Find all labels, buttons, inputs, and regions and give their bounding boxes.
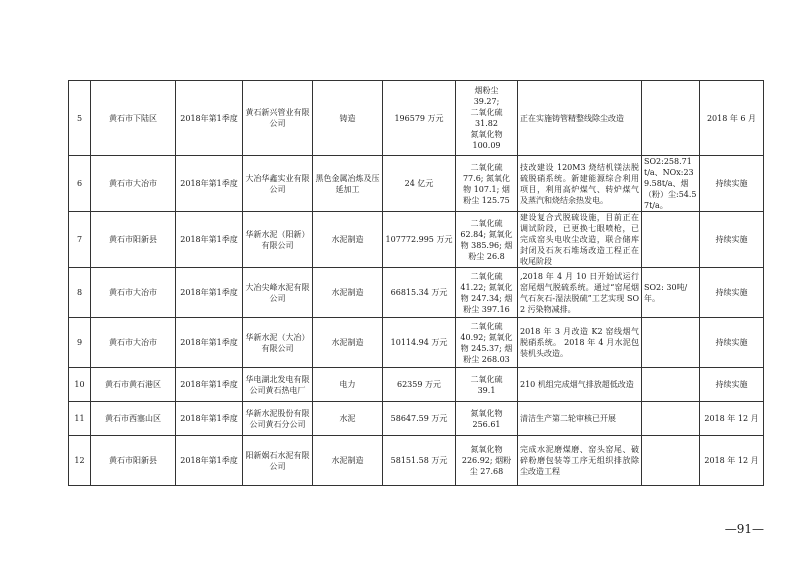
cell-investment: 58647.59 万元 bbox=[383, 402, 456, 436]
cell-region: 黄石市阳新县 bbox=[91, 212, 176, 268]
cell-industry: 水泥制造 bbox=[313, 212, 383, 268]
cell-emissions bbox=[456, 318, 518, 368]
emission-line: 二氧化硫 bbox=[470, 162, 503, 172]
page-number: —91— bbox=[724, 522, 764, 536]
emission-line: 62.84; 氮氧化 bbox=[460, 229, 513, 239]
cell-reduction bbox=[642, 368, 700, 402]
cell-deadline: 持续实施 bbox=[700, 318, 764, 368]
cell-investment: 107772.995 万元 bbox=[383, 212, 456, 268]
cell-investment: 66815.34 万元 bbox=[383, 268, 456, 318]
emission-line: 226.92; 烟粉 bbox=[461, 456, 512, 465]
cell-investment: 58151.58 万元 bbox=[383, 436, 456, 486]
emission-line: 物 107.1; 烟 bbox=[463, 184, 510, 194]
cell-region: 黄石市大冶市 bbox=[91, 156, 176, 212]
cell-deadline: 持续实施 bbox=[700, 268, 764, 318]
emission-line: 物 247.34; 烟 bbox=[460, 293, 513, 303]
cell-measures: 清洁生产第二轮审核已开展 bbox=[518, 402, 642, 436]
cell-number: 10 bbox=[69, 368, 91, 402]
cell-period: 2018年第1季度 bbox=[176, 212, 243, 268]
table-row bbox=[69, 318, 764, 368]
cell-emissions bbox=[456, 81, 518, 156]
emission-line: 物 245.37; 烟 bbox=[460, 343, 513, 353]
cell-emissions bbox=[456, 436, 518, 486]
cell-company: 华新水泥（大冶）有限公司 bbox=[243, 318, 313, 368]
cell-number: 7 bbox=[69, 212, 91, 268]
cell-deadline: 持续实施 bbox=[700, 212, 764, 268]
emission-line: 氮氧化物 bbox=[470, 445, 503, 454]
cell-emissions bbox=[456, 268, 518, 318]
emission-line: 二氧化硫 bbox=[470, 108, 503, 117]
cell-company: 华电湖北发电有限公司黄石热电厂 bbox=[243, 368, 313, 402]
emission-line: 41.22; 氮氧化 bbox=[460, 282, 513, 292]
cell-number: 9 bbox=[69, 318, 91, 368]
table-row bbox=[69, 268, 764, 318]
emission-line: 二氧化硫 bbox=[470, 271, 503, 281]
cell-measures: 完成水泥磨煤磨、窑头窑尾、破碎粉磨包装等工序无组织排放除尘改造工程 bbox=[518, 436, 642, 486]
emission-line: 粉尘 268.03 bbox=[463, 354, 510, 364]
table-row bbox=[69, 212, 764, 268]
cell-investment: 196579 万元 bbox=[383, 81, 456, 156]
emission-line: 40.92; 氮氧化 bbox=[460, 332, 513, 342]
emission-line: 39.27; bbox=[473, 97, 500, 106]
cell-deadline: 2018 年 12 月 bbox=[700, 402, 764, 436]
table-row bbox=[69, 156, 764, 212]
table-row bbox=[69, 402, 764, 436]
cell-industry: 水泥 bbox=[313, 402, 383, 436]
emission-line: 粉尘 397.16 bbox=[463, 304, 510, 314]
cell-reduction bbox=[642, 81, 700, 156]
emission-line: 39.1 bbox=[477, 385, 496, 395]
cell-industry: 水泥制造 bbox=[313, 436, 383, 486]
emission-line: 尘 27.68 bbox=[469, 467, 504, 476]
cell-reduction bbox=[642, 212, 700, 268]
enterprise-table bbox=[68, 80, 764, 486]
cell-period: 2018年第1季度 bbox=[176, 318, 243, 368]
cell-measures: 建设复合式脱硫设施，目前正在调试阶段，已更换七眼喷枪，已完成窑头电收尘改造，联合储库封闭及石灰石堆场改造工程正在收尾阶段 bbox=[518, 212, 642, 268]
table-row bbox=[69, 368, 764, 402]
cell-number: 8 bbox=[69, 268, 91, 318]
cell-period: 2018年第1季度 bbox=[176, 156, 243, 212]
cell-deadline: 持续实施 bbox=[700, 156, 764, 212]
emission-line: 100.09 bbox=[472, 141, 501, 150]
table-row bbox=[69, 436, 764, 486]
cell-period: 2018年第1季度 bbox=[176, 268, 243, 318]
emission-line: 物 385.96; 烟 bbox=[460, 240, 513, 250]
cell-period: 2018年第1季度 bbox=[176, 436, 243, 486]
emission-line: 烟粉尘 bbox=[474, 86, 499, 95]
cell-investment: 10114.94 万元 bbox=[383, 318, 456, 368]
emission-line: 二氧化硫 bbox=[470, 218, 503, 228]
cell-measures: ,2018 年 4 月 10 日开始试运行窑尾烟气脱硫系统。通过“窑尾烟气石灰石-湿法脱硫”工艺实现 SO2 污染物减排。 bbox=[518, 268, 642, 318]
cell-reduction bbox=[642, 436, 700, 486]
cell-investment: 24 亿元 bbox=[383, 156, 456, 212]
cell-deadline: 2018 年 12 月 bbox=[700, 436, 764, 486]
cell-company: 大冶华鑫实业有限公司 bbox=[243, 156, 313, 212]
cell-company: 阳新娲石水泥有限公司 bbox=[243, 436, 313, 486]
cell-period: 2018年第1季度 bbox=[176, 368, 243, 402]
cell-company: 黄石新兴管业有限公司 bbox=[243, 81, 313, 156]
emission-line: 粉尘 26.8 bbox=[468, 251, 505, 261]
cell-measures: 技改建设 120M3 烧结机镁法脱硫脱硝系统。新建能源综合利用项目，利用高炉煤气、转炉煤气及蒸汽和烧结余热发电。 bbox=[518, 156, 642, 212]
cell-region: 黄石市阳新县 bbox=[91, 436, 176, 486]
emission-line: 256.61 bbox=[472, 419, 501, 429]
cell-company: 华新水泥股份有限公司黄石分公司 bbox=[243, 402, 313, 436]
cell-company: 华新水泥（阳新）有限公司 bbox=[243, 212, 313, 268]
emission-line: 二氧化硫 bbox=[470, 321, 503, 331]
cell-region: 黄石市大冶市 bbox=[91, 268, 176, 318]
cell-region: 黄石市黄石港区 bbox=[91, 368, 176, 402]
cell-industry: 水泥制造 bbox=[313, 268, 383, 318]
cell-number: 11 bbox=[69, 402, 91, 436]
emission-line: 氮氧化物 bbox=[470, 130, 503, 139]
cell-region: 黄石市下陆区 bbox=[91, 81, 176, 156]
emission-line: 氮氧化物 bbox=[470, 408, 503, 418]
cell-industry: 电力 bbox=[313, 368, 383, 402]
cell-emissions bbox=[456, 156, 518, 212]
cell-period: 2018年第1季度 bbox=[176, 81, 243, 156]
cell-industry: 黑色金属冶炼及压延加工 bbox=[313, 156, 383, 212]
cell-measures: 2018 年 3 月改造 K2 窑线烟气脱硝系统。 2018 年 4 月水泥包装机头改造。 bbox=[518, 318, 642, 368]
emission-line: 77.6; 氮氧化 bbox=[462, 173, 511, 183]
emission-line: 粉尘 125.75 bbox=[463, 195, 510, 205]
cell-period: 2018年第1季度 bbox=[176, 402, 243, 436]
cell-reduction bbox=[642, 318, 700, 368]
cell-company: 大冶尖峰水泥有限公司 bbox=[243, 268, 313, 318]
cell-region: 黄石市西塞山区 bbox=[91, 402, 176, 436]
cell-investment: 62359 万元 bbox=[383, 368, 456, 402]
cell-emissions bbox=[456, 368, 518, 402]
emission-line: 二氧化硫 bbox=[470, 374, 503, 384]
cell-reduction: SO2: 30吨/年。 bbox=[642, 268, 700, 318]
cell-number: 6 bbox=[69, 156, 91, 212]
cell-reduction bbox=[642, 402, 700, 436]
cell-measures: 210 机组完成烟气排放超低改造 bbox=[518, 368, 642, 402]
cell-number: 5 bbox=[69, 81, 91, 156]
cell-industry: 铸造 bbox=[313, 81, 383, 156]
table-row bbox=[69, 81, 764, 156]
cell-deadline: 2018 年 6 月 bbox=[700, 81, 764, 156]
cell-industry: 水泥制造 bbox=[313, 318, 383, 368]
cell-region: 黄石市大冶市 bbox=[91, 318, 176, 368]
cell-deadline: 持续实施 bbox=[700, 368, 764, 402]
cell-number: 12 bbox=[69, 436, 91, 486]
cell-emissions bbox=[456, 212, 518, 268]
emission-line: 31.82 bbox=[475, 119, 498, 128]
cell-emissions bbox=[456, 402, 518, 436]
cell-measures: 正在实施铸管精整线除尘改造 bbox=[518, 81, 642, 156]
cell-reduction: SO2:258.71t/a、NOx:239.58t/a、烟（粉）尘:54.57t/a。 bbox=[642, 156, 700, 212]
